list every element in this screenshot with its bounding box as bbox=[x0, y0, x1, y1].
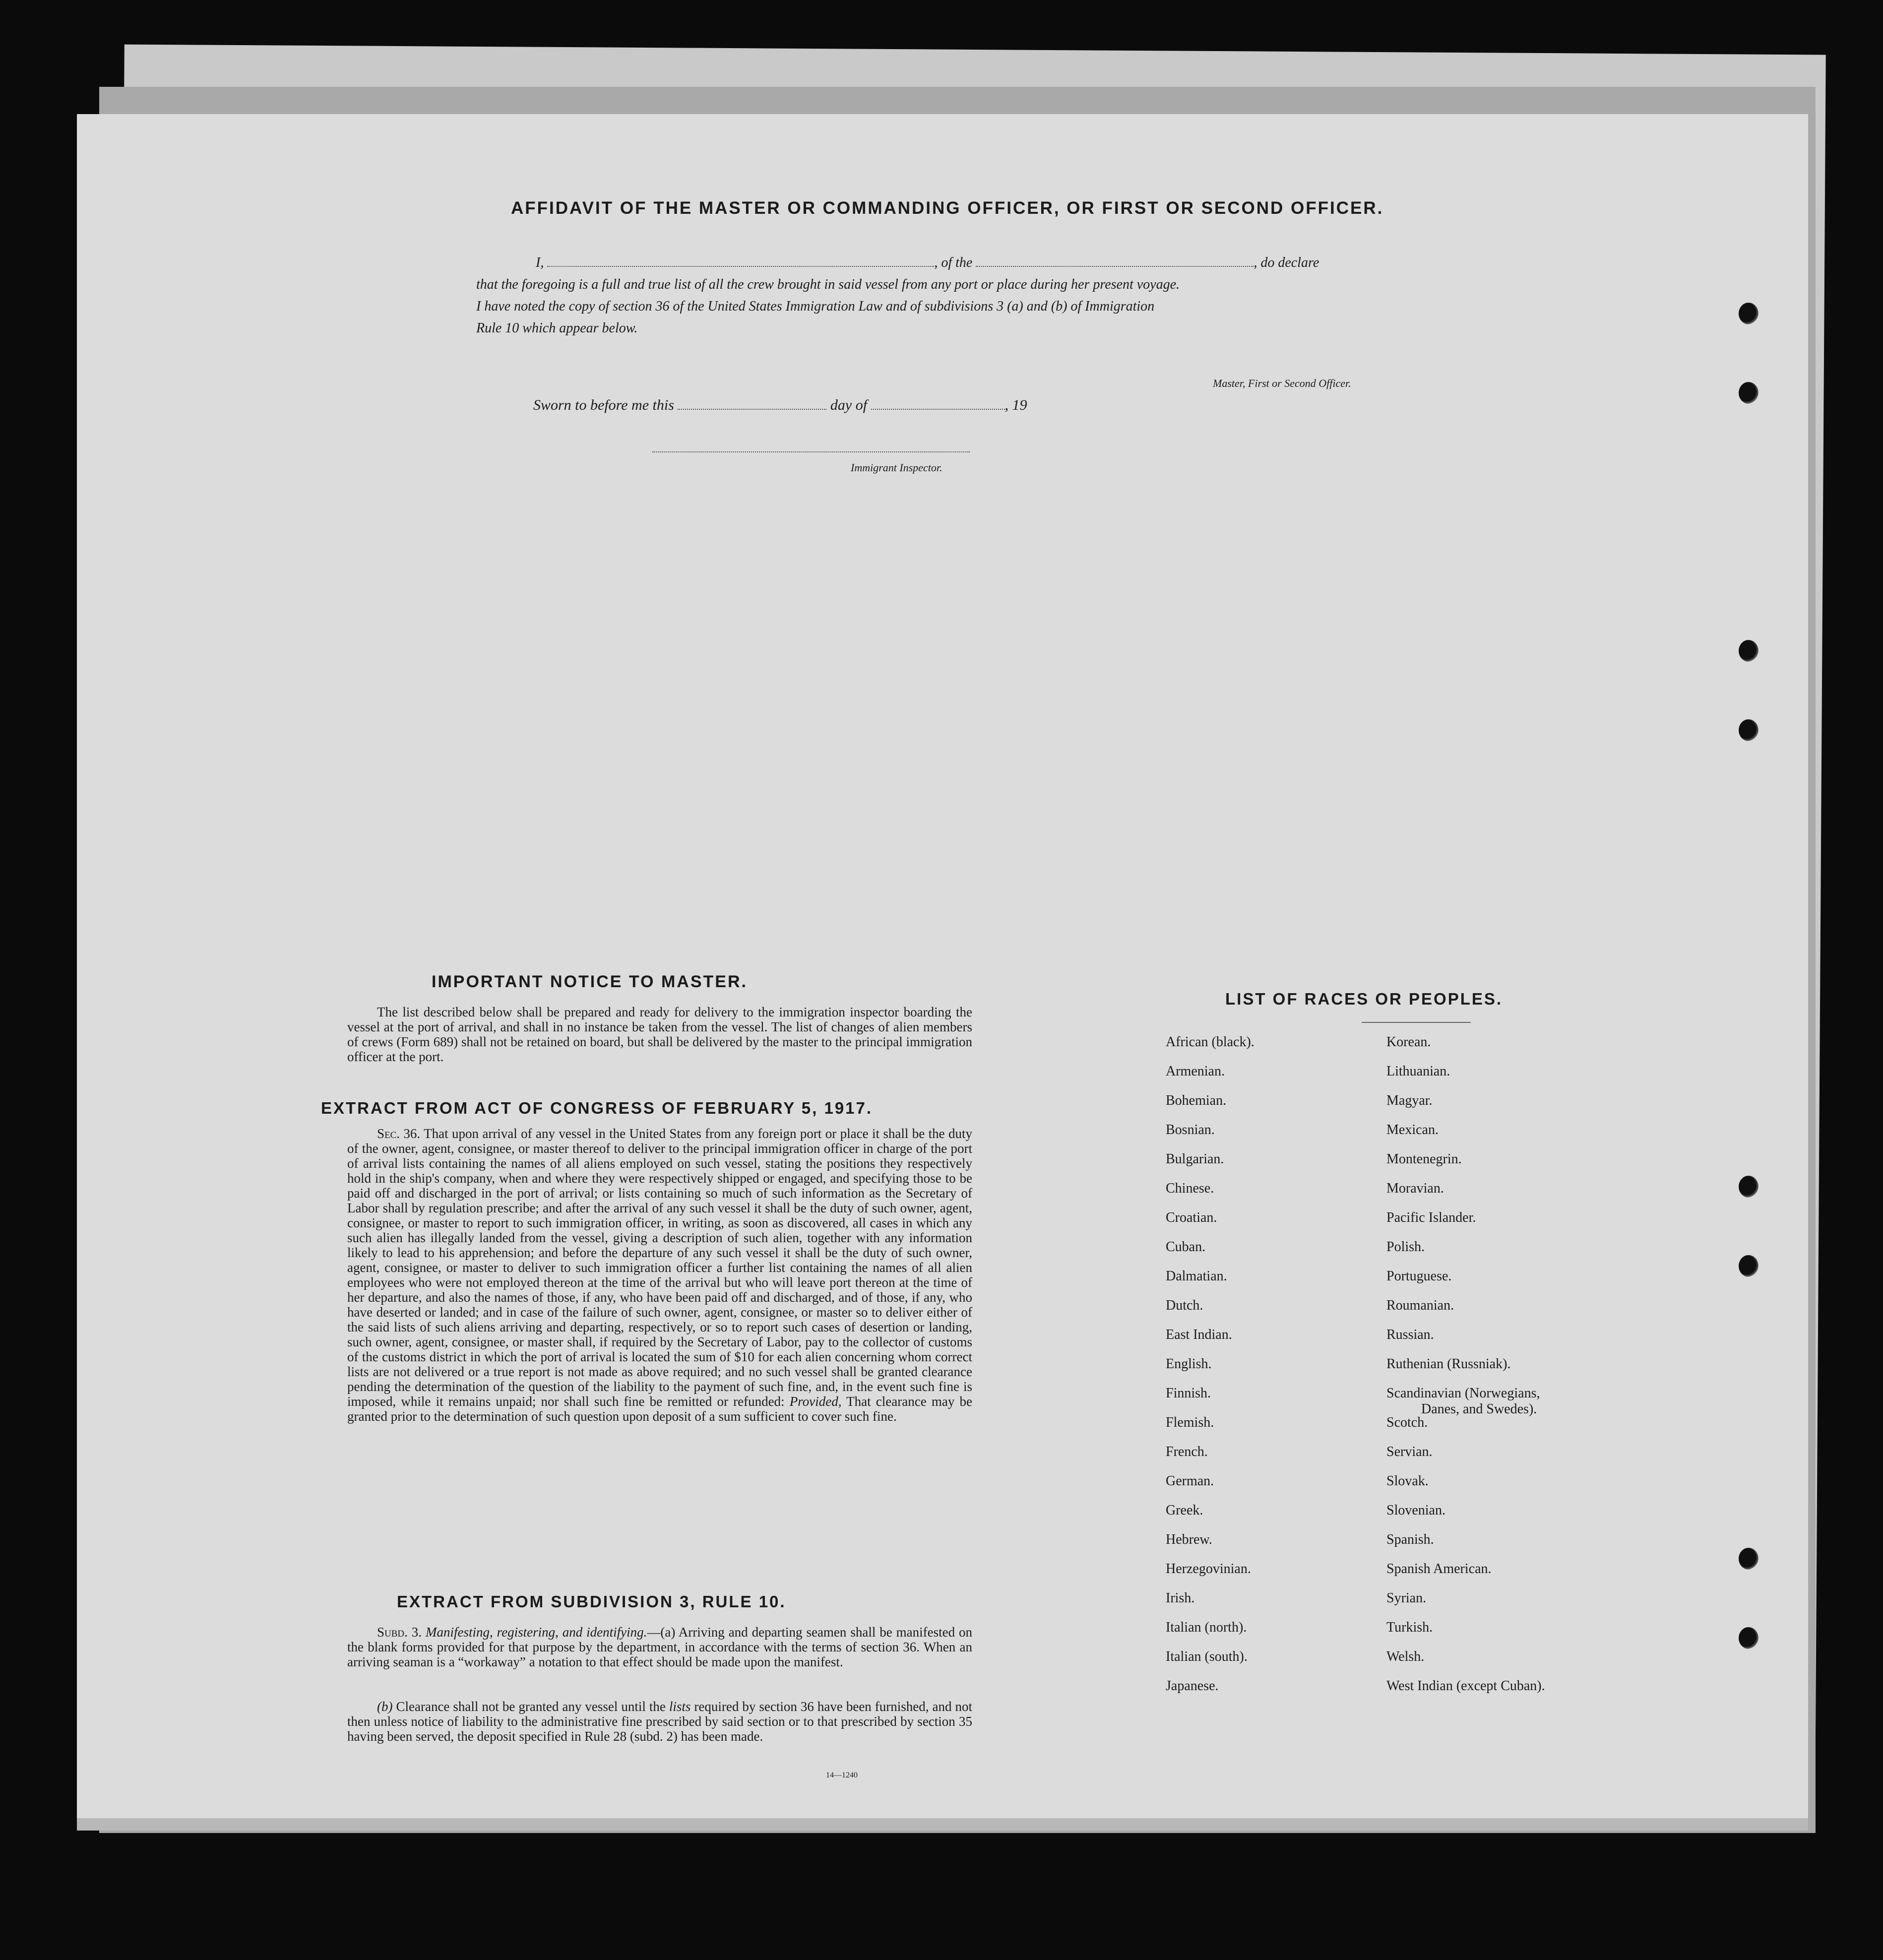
race-item: Bulgarian. bbox=[1166, 1151, 1224, 1167]
race-item: French. bbox=[1166, 1444, 1208, 1459]
punch-hole-icon bbox=[1739, 1176, 1758, 1198]
sworn-label: Sworn to before me this bbox=[533, 397, 674, 413]
punch-hole-icon bbox=[1739, 1255, 1758, 1277]
subd-label: Subd. 3. bbox=[377, 1625, 422, 1640]
race-item: Armenian. bbox=[1166, 1064, 1225, 1079]
race-item: Hebrew. bbox=[1166, 1532, 1212, 1547]
race-item: Slovenian. bbox=[1386, 1503, 1445, 1518]
race-item: Magyar. bbox=[1386, 1093, 1433, 1108]
race-item: Mexican. bbox=[1386, 1122, 1439, 1138]
race-item: Japanese. bbox=[1166, 1678, 1219, 1694]
month-blank bbox=[871, 409, 1005, 410]
subd-a-label: —(a) bbox=[647, 1625, 676, 1640]
affidavit-line-4: Rule 10 which appear below. bbox=[476, 320, 638, 336]
rule-subdivision-a bbox=[347, 1625, 972, 1669]
race-item: Spanish. bbox=[1386, 1532, 1434, 1547]
punch-hole-icon bbox=[1739, 1548, 1758, 1570]
subd-heading: Manifesting, registering, and identifying. bbox=[425, 1625, 647, 1640]
race-item: Ruthenian (Russniak). bbox=[1386, 1356, 1511, 1372]
provided-word: Provided, bbox=[789, 1394, 842, 1409]
race-item: Bosnian. bbox=[1166, 1122, 1215, 1138]
section-36-text bbox=[347, 1126, 972, 1424]
race-item: Bohemian. bbox=[1166, 1093, 1227, 1108]
affidavit-body bbox=[476, 252, 1468, 339]
form-number: 14—1240 bbox=[826, 1771, 858, 1779]
affidavit-line-2: that the foregoing is a full and true list of all the crew brought in said vessel from any port or place during her present voyage. bbox=[476, 277, 1180, 292]
race-item: Finnish. bbox=[1166, 1386, 1211, 1401]
affidavit-of-the: , of the bbox=[934, 255, 973, 270]
race-item: Spanish American. bbox=[1386, 1561, 1492, 1577]
punch-hole-icon bbox=[1739, 640, 1758, 662]
race-item: Lithuanian. bbox=[1386, 1064, 1450, 1079]
affidavit-i: I, bbox=[536, 255, 544, 270]
race-item: Danes, and Swedes). bbox=[1421, 1401, 1537, 1417]
race-item: Italian (south). bbox=[1166, 1649, 1248, 1664]
punch-hole-icon bbox=[1739, 303, 1758, 324]
race-item: Korean. bbox=[1386, 1034, 1431, 1050]
punch-hole-icon bbox=[1739, 719, 1758, 741]
race-item: Herzegovinian. bbox=[1166, 1561, 1251, 1577]
form-page bbox=[77, 114, 1808, 1831]
race-item: Dutch. bbox=[1166, 1298, 1203, 1313]
subd-b-body-2: required by section 36 have been furnished, and not then unless notice of liability to the administrative fine prescribed by said section or to that prescribed by section 35 having been served, the deposit specified in Rule 28 (subd. 2) has been made. bbox=[347, 1699, 973, 1744]
punch-hole-icon bbox=[1739, 1627, 1758, 1649]
race-item: African (black). bbox=[1166, 1034, 1255, 1050]
race-item: Syrian. bbox=[1386, 1590, 1427, 1606]
notice-title: IMPORTANT NOTICE TO MASTER. bbox=[432, 972, 748, 991]
race-item: Croatian. bbox=[1166, 1210, 1217, 1225]
inspector-signature-line bbox=[652, 451, 970, 452]
race-item: Flemish. bbox=[1166, 1415, 1214, 1430]
affidavit-title: AFFIDAVIT OF THE MASTER OR COMMANDING OFFICER, OR FIRST OR SECOND OFFICER. bbox=[511, 198, 1384, 218]
race-item: Polish. bbox=[1386, 1239, 1425, 1255]
section-36-body: That upon arrival of any vessel in the United States from any foreign port or place it shall be the duty of the owner, agent, consignee, or master thereof to deliver to the principal immigration officer in charge of the port of arrival lists containing the names of all aliens employed on such vessel, stating the positions they respectively hold in the ship's company, when and where they were respectively shipped or engaged, and specifying those to be paid off and discharged in the port of arrival; or lists containing so much of such information as the Secretary of Labor shall by regulation prescribe; and after the arrival of any such vessel it shall be the duty of such owner, agent, consignee, or master to report to such immigration officer, in writing, as soon as discovered, all cases in which any such alien has illegally landed from the vessel, giving a description of such alien, together with any information likely to lead to his apprehension; and before the departure of any such vessel it shall be the duty of such owner, agent, consignee, or master to deliver to such immigration officer a further list containing the names of all alien employees who were not employed thereon at the time of the arrival but who will leave port thereon at the time of her departure, and also the names of those, if any, who have been paid off and discharged, and of those, if any, who have deserted or landed; and in case of the failure of such owner, agent, consignee, or master so to deliver either of the said lists of such aliens arriving and departing, respectively, or so to report such cases of desertion or landing, such owner, agent, consignee, or master shall, if required by the Secretary of Labor, pay to the collector of customs of the customs district in which the port of arrival is located the sum of $10 for each alien concerning whom correct lists are not delivered or a true report is not made as above required; and no such vessel shall be granted clearance pending the determination of the question of the liability to the payment of such fine, and, in the event such fine is imposed, while it remains unpaid; nor shall such fine be remitted or refunded: bbox=[347, 1126, 973, 1409]
notice-body: The list described below shall be prepared and ready for delivery to the immigration inspector boarding the vessel at the port of arrival, and shall in no instance be taken from the vessel. The list of changes of alien members of crews (Form 689) shall not be retained on board, but shall be delivered by the master to the principal immigration officer at the port. bbox=[347, 1005, 972, 1064]
page-edge bbox=[77, 1818, 1808, 1831]
race-item: Slovak. bbox=[1386, 1473, 1429, 1489]
subd-b-label: (b) bbox=[377, 1699, 393, 1714]
act-extract-title: EXTRACT FROM ACT OF CONGRESS OF FEBRUARY 5, 1917. bbox=[321, 1099, 873, 1117]
race-item: Turkish. bbox=[1386, 1620, 1433, 1635]
day-blank bbox=[678, 409, 826, 410]
race-item: Portuguese. bbox=[1386, 1268, 1452, 1284]
subd-b-lists: lists bbox=[669, 1699, 691, 1714]
name-blank bbox=[547, 266, 934, 267]
race-item: Roumanian. bbox=[1386, 1298, 1454, 1313]
race-item: German. bbox=[1166, 1473, 1214, 1489]
officer-caption: Master, First or Second Officer. bbox=[1213, 377, 1351, 389]
races-title: LIST OF RACES OR PEOPLES. bbox=[1225, 990, 1503, 1008]
race-item: Italian (north). bbox=[1166, 1620, 1247, 1635]
race-item: Pacific Islander. bbox=[1386, 1210, 1476, 1225]
year-label: , 19 bbox=[1004, 397, 1027, 413]
races-divider bbox=[1362, 1022, 1471, 1023]
rule-extract-title: EXTRACT FROM SUBDIVISION 3, RULE 10. bbox=[397, 1592, 786, 1611]
affidavit-do-declare: , do declare bbox=[1254, 255, 1319, 270]
race-item: East Indian. bbox=[1166, 1327, 1232, 1342]
race-item: Chinese. bbox=[1166, 1181, 1214, 1196]
race-item: Servian. bbox=[1386, 1444, 1433, 1459]
race-item: Scandinavian (Norwegians, bbox=[1386, 1386, 1540, 1401]
affidavit-line-3: I have noted the copy of section 36 of the United States Immigration Law and of subdivisions 3 (a) and (b) of Immigration bbox=[476, 299, 1155, 314]
subd-b-body-1: Clearance shall not be granted any vessel until the bbox=[396, 1699, 666, 1714]
race-item: Moravian. bbox=[1386, 1181, 1444, 1196]
race-item: Scotch. bbox=[1386, 1415, 1428, 1430]
punch-hole-icon bbox=[1739, 382, 1758, 404]
rule-subdivision-b bbox=[347, 1699, 972, 1744]
race-item: Cuban. bbox=[1166, 1239, 1206, 1255]
section-label: Sec. 36. bbox=[377, 1126, 421, 1141]
race-item: Dalmatian. bbox=[1166, 1268, 1227, 1284]
race-item: English. bbox=[1166, 1356, 1212, 1372]
inspector-caption: Immigrant Inspector. bbox=[851, 461, 942, 474]
race-item: Irish. bbox=[1166, 1590, 1195, 1606]
race-item: West Indian (except Cuban). bbox=[1386, 1678, 1545, 1694]
race-item: Welsh. bbox=[1386, 1649, 1425, 1664]
subd-a-body: Arriving and departing seamen shall be manifested on the blank forms provided for that purpose by the department, in accordance with the terms of section 36. When an arriving seaman is a “workaway” a notation to that effect should be made upon the manifest. bbox=[347, 1625, 972, 1669]
sworn-line bbox=[533, 397, 1027, 414]
race-item: Greek. bbox=[1166, 1503, 1203, 1518]
race-item: Montenegrin. bbox=[1386, 1151, 1462, 1167]
race-item: Russian. bbox=[1386, 1327, 1434, 1342]
section-36-tail: That clearance may be granted prior to the determination of such question upon deposit of a sum sufficient to cover such fine. bbox=[347, 1394, 973, 1424]
vessel-blank bbox=[976, 266, 1254, 267]
day-of-label: day of bbox=[830, 397, 868, 413]
